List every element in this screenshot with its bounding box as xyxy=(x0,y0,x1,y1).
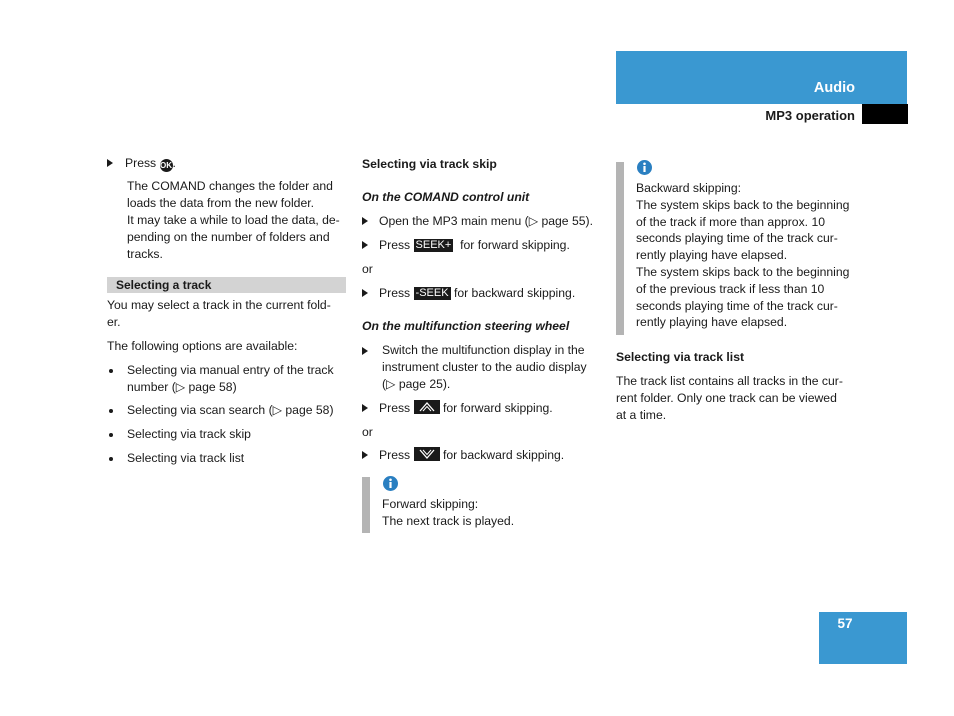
info-bar xyxy=(362,477,370,533)
track-skip-heading: Selecting via track skip xyxy=(362,157,497,171)
info-line: of the track if more than approx. 10 xyxy=(636,214,826,229)
or-text: or xyxy=(362,425,373,439)
list-item xyxy=(107,362,352,396)
step-arrow-icon xyxy=(362,217,368,225)
desc-line: It may take a while to load the data, de- xyxy=(127,213,340,227)
step-wheel-forward xyxy=(362,400,607,417)
step-press-description xyxy=(127,178,352,263)
desc-line: loads the data from the new folder. xyxy=(127,196,314,210)
ok-button-icon: OK xyxy=(160,161,173,170)
list-item-line: Selecting via manual entry of the track xyxy=(127,363,334,377)
step-text-end: . xyxy=(172,156,176,170)
desc-line: pending on the number of folders and xyxy=(127,230,330,244)
track-list-paragraph xyxy=(616,373,866,424)
body-line: at a time. xyxy=(616,408,667,422)
step-text: Press xyxy=(379,286,411,300)
section-heading: Selecting a track xyxy=(116,278,212,292)
section-tab-marker xyxy=(862,104,908,124)
list-item-line: Selecting via scan search (▷ page 58) xyxy=(127,403,334,417)
info-line: Backward skipping: xyxy=(636,181,741,195)
info-icon xyxy=(383,476,398,491)
desc-line: The COMAND changes the folder and xyxy=(127,179,333,193)
control-unit-subheading: On the COMAND control unit xyxy=(362,190,530,204)
step-arrow-icon xyxy=(362,289,368,297)
step-arrow-icon xyxy=(362,404,368,412)
wheel-down-key-icon xyxy=(414,447,440,461)
wheel-up-key-icon xyxy=(414,400,440,414)
list-item xyxy=(107,402,352,419)
step-arrow-icon xyxy=(362,241,368,249)
step-text: for backward skipping. xyxy=(453,286,576,300)
step-switch-display xyxy=(362,342,607,394)
list-item-line: Selecting via track skip xyxy=(127,427,251,441)
info-line: seconds playing time of the track cur- xyxy=(636,231,838,246)
bullet-icon xyxy=(109,409,113,413)
steering-wheel-subheading: On the multifunction steering wheel xyxy=(362,319,570,333)
list-item xyxy=(107,426,352,443)
step-text: Press xyxy=(379,238,411,252)
step-text: for forward skipping. xyxy=(460,238,570,252)
step-text: for forward skipping. xyxy=(442,401,553,415)
bullet-icon xyxy=(109,457,113,461)
step-text: for backward skipping. xyxy=(442,448,565,462)
info-line: seconds playing time of the track cur- xyxy=(636,298,838,313)
section-title: Audio xyxy=(813,80,855,96)
step-arrow-icon xyxy=(362,451,368,459)
intro-paragraph xyxy=(107,297,352,331)
backward-info-text xyxy=(636,180,866,331)
info-bar xyxy=(616,162,624,335)
step-arrow-icon xyxy=(107,159,113,167)
step-text: Open the MP3 main menu (▷ page 55). xyxy=(379,214,593,228)
body-line: rent folder. Only one track can be viewed xyxy=(616,391,837,405)
step-press-ok xyxy=(107,155,347,172)
info-line: rently playing have elapsed. xyxy=(636,315,788,330)
step-arrow-icon xyxy=(362,347,368,355)
intro-line: er. xyxy=(107,315,121,329)
step-line: (▷ page 25). xyxy=(382,377,451,391)
step-line: Switch the multifunction display in the xyxy=(382,343,585,357)
track-list-heading: Selecting via track list xyxy=(616,350,745,364)
seek-minus-key-icon: -SEEK xyxy=(415,287,449,299)
body-line: The track list contains all tracks in the cur- xyxy=(616,374,843,388)
list-item-line: Selecting via track list xyxy=(127,451,245,465)
info-line: of the previous track if less than 10 xyxy=(636,281,825,296)
info-line: The system skips back to the beginning xyxy=(636,197,850,212)
desc-line: tracks. xyxy=(127,247,163,261)
bullet-icon xyxy=(109,433,113,437)
info-line: rently playing have elapsed. xyxy=(636,248,788,263)
info-line: The next track is played. xyxy=(382,513,515,528)
bullet-icon xyxy=(109,369,113,373)
seek-plus-key-icon: SEEK+ xyxy=(415,239,452,251)
subsection-title: MP3 operation xyxy=(765,108,855,123)
options-intro: The following options are available: xyxy=(107,339,298,353)
step-open-menu xyxy=(362,213,607,230)
info-line: Forward skipping: xyxy=(382,497,479,511)
list-item xyxy=(107,450,352,467)
or-text: or xyxy=(362,262,373,276)
step-seek-backward xyxy=(362,285,607,302)
step-text: Press xyxy=(379,448,411,462)
intro-line: You may select a track in the current fold- xyxy=(107,298,331,312)
step-seek-forward xyxy=(362,237,607,254)
page-number: 57 xyxy=(837,616,853,631)
header-band xyxy=(616,51,907,104)
step-line: instrument cluster to the audio display xyxy=(382,360,587,374)
step-text: Press xyxy=(125,156,157,170)
step-text: Press xyxy=(379,401,411,415)
list-item-line: number (▷ page 58) xyxy=(127,380,237,394)
info-icon xyxy=(637,160,652,175)
info-line: The system skips back to the beginning xyxy=(636,264,850,279)
forward-info-text xyxy=(382,496,607,529)
step-wheel-backward xyxy=(362,447,607,464)
